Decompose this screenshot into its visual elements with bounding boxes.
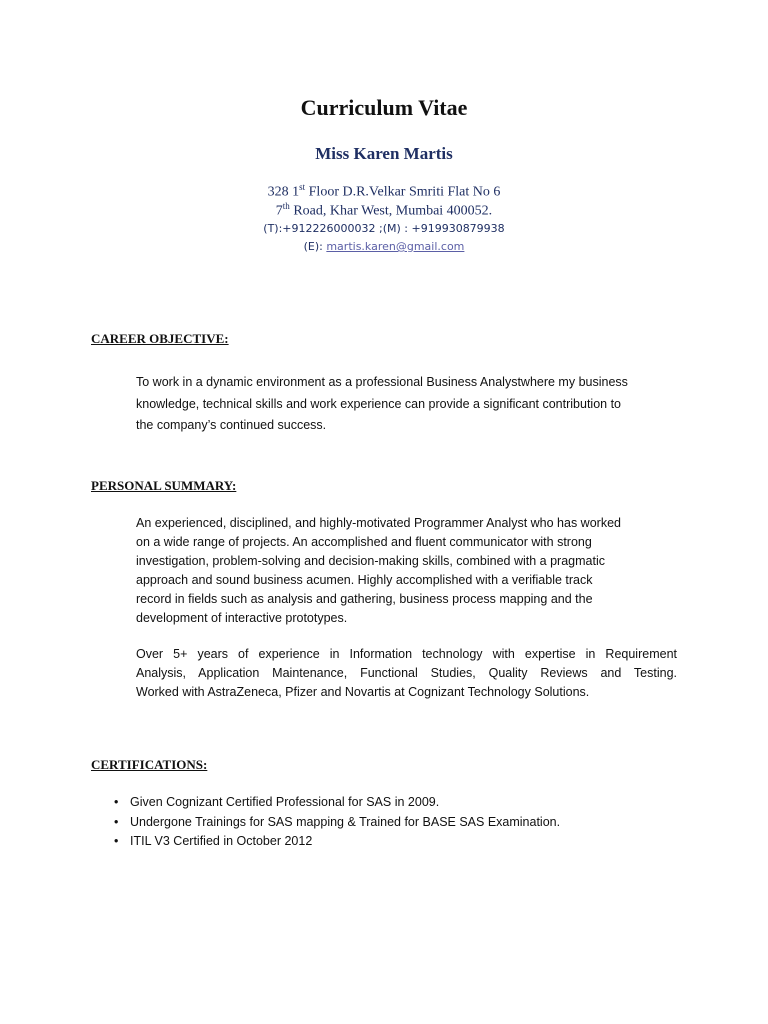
summary-line: on a wide range of projects. An accomplished and fluent communicator with strong bbox=[136, 535, 592, 549]
address-line-2-text: Road, Khar West, Mumbai 400052. bbox=[289, 203, 493, 219]
list-item bbox=[114, 832, 560, 852]
certification-text: ITIL V3 Certified in October 2012 bbox=[130, 834, 313, 848]
summary-line: An experienced, disciplined, and highly-motivated Programmer Analyst who has worked bbox=[136, 516, 621, 530]
address-line-2 bbox=[0, 201, 768, 220]
career-objective-text bbox=[136, 372, 677, 437]
address-line-1-ordinal: st bbox=[299, 182, 306, 192]
list-item bbox=[114, 813, 560, 833]
bullet-icon: • bbox=[114, 795, 119, 809]
email-label: (E): bbox=[303, 240, 327, 253]
address-line-1-number: 328 1 bbox=[267, 184, 300, 200]
career-objective-line: To work in a dynamic environment as a professional Business Analystwhere my business bbox=[136, 375, 628, 389]
address-line-2-number: 7 bbox=[275, 203, 283, 219]
career-objective-heading: CAREER OBJECTIVE: bbox=[91, 331, 229, 346]
candidate-name: Miss Karen Martis bbox=[315, 144, 453, 163]
summary-line: record in fields such as analysis and gathering, business process mapping and the bbox=[136, 592, 593, 606]
phone-numbers: (T):+912226000032 ;(M) : +919930879938 bbox=[263, 222, 505, 235]
certification-text: Given Cognizant Certified Professional for SAS in 2009. bbox=[130, 795, 440, 809]
career-objective-line: the company’s continued success. bbox=[136, 418, 327, 432]
certifications-list bbox=[114, 793, 560, 852]
summary-line: approach and sound business acumen. Highly accomplished with a verifiable track bbox=[136, 573, 593, 587]
bullet-icon: • bbox=[114, 814, 119, 829]
address-line-1-text: Floor D.R.Velkar Smriti Flat No 6 bbox=[305, 184, 501, 200]
summary-line: development of interactive prototypes. bbox=[136, 611, 348, 625]
summary-line: Worked with AstraZeneca, Pfizer and Novartis at Cognizant Technology Solutions. bbox=[136, 685, 590, 699]
list-item bbox=[114, 793, 560, 813]
personal-summary-paragraph-1 bbox=[136, 514, 677, 628]
certification-text: Undergone Trainings for SAS mapping & Trained for BASE SAS Examination. bbox=[130, 814, 561, 829]
summary-line: Over 5+ years of experience in Information technology with expertise in Requirement bbox=[136, 647, 677, 661]
summary-line: investigation, problem-solving and decision-making skills, combined with a pragmatic bbox=[136, 554, 605, 568]
document-title: Curriculum Vitae bbox=[300, 95, 468, 120]
personal-summary-paragraph-2 bbox=[136, 645, 677, 702]
personal-summary-heading: PERSONAL SUMMARY: bbox=[91, 478, 237, 493]
certifications-heading: CERTIFICATIONS: bbox=[91, 757, 208, 772]
address-line-2-ordinal: th bbox=[282, 201, 290, 211]
career-objective-line: knowledge, technical skills and work experience can provide a significant contribution to bbox=[136, 396, 621, 411]
bullet-icon: • bbox=[114, 834, 119, 848]
email-link[interactable]: martis.karen@gmail.com bbox=[326, 240, 465, 253]
summary-line: Analysis, Application Maintenance, Functional Studies, Quality Reviews and Testing. bbox=[136, 666, 677, 680]
email-line bbox=[0, 240, 768, 253]
address-line-1 bbox=[0, 182, 768, 201]
